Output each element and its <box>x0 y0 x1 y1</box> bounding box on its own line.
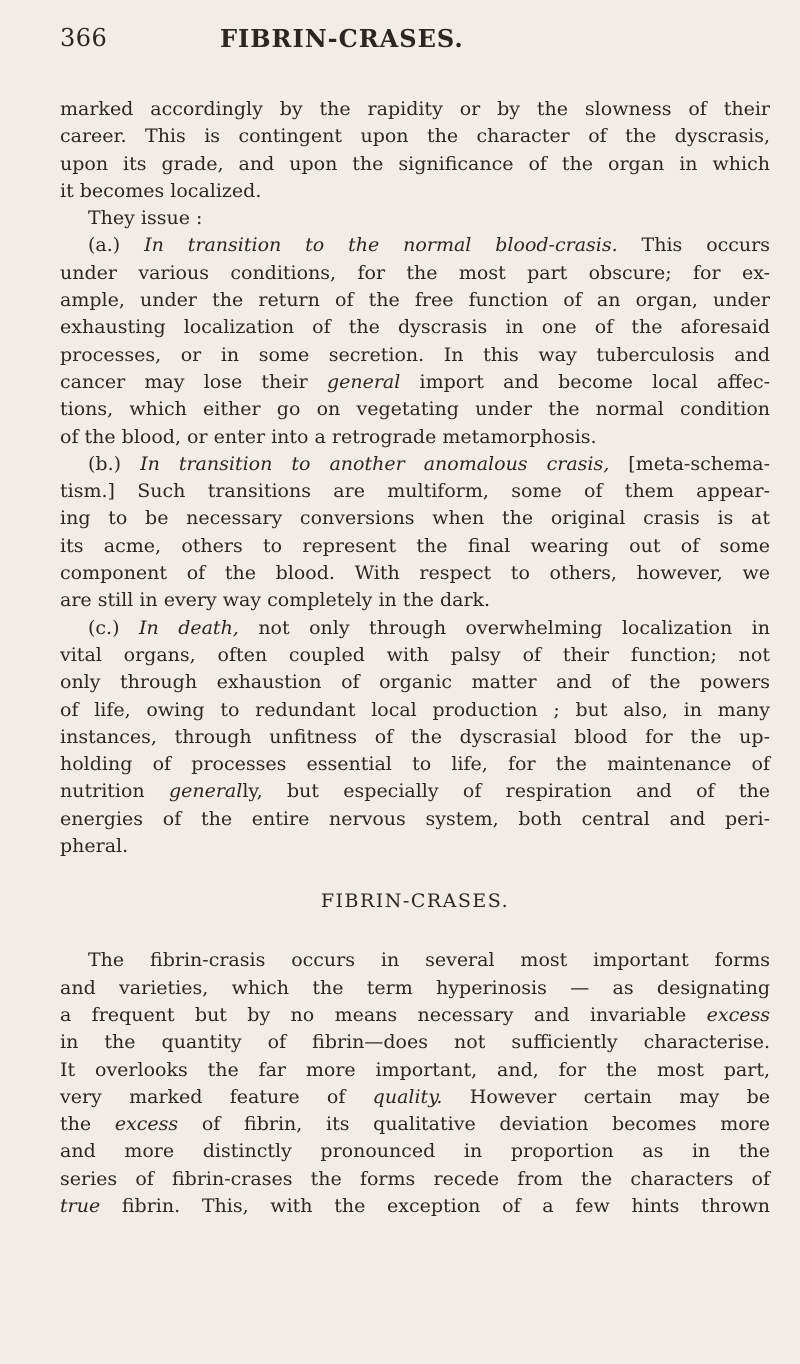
text-line: exhausting localization of the dyscrasis in one of the aforesaid <box>60 316 770 339</box>
text-line: instances, through unfitness of the dyscrasial blood for the up- <box>60 725 770 748</box>
text-line: a frequent but by no means necessary and invariable excess <box>60 1003 770 1026</box>
text-line: true fibrin. This, with the exception of a few hints thrown <box>60 1194 770 1217</box>
text-line: only through exhaustion of organic matter and of the powers <box>60 671 770 694</box>
text-line: It overlooks the far more important, and, for the most part, <box>60 1058 770 1081</box>
text-line: tism.] Such transitions are multiform, some of them appear- <box>60 480 770 503</box>
text-line: The fibrin-crasis occurs in several most important forms <box>88 949 770 972</box>
text-line: career. This is contingent upon the character of the dyscrasis, <box>60 125 770 148</box>
text-line: marked accordingly by the rapidity or by the slowness of their <box>60 98 770 120</box>
text-line: energies of the entire nervous system, both central and peri- <box>60 807 770 830</box>
page-number: 366 <box>60 24 108 52</box>
text-line: (b.) In transition to another anomalous crasis, [meta-schema- <box>88 452 770 475</box>
text-line: series of fibrin-crases the forms recede from the characters of <box>60 1167 770 1190</box>
text-line: very marked feature of quality. However certain may be <box>60 1085 770 1108</box>
text-line: They issue : <box>88 207 203 230</box>
text-line: ample, under the return of the free function of an organ, under <box>60 289 770 312</box>
text-line: of life, owing to redundant local production ; but also, in many <box>60 698 770 721</box>
text-line: vital organs, often coupled with palsy of their function; not <box>60 643 770 666</box>
text-line: under various conditions, for the most part obscure; for ex- <box>60 261 770 284</box>
text-line: of the blood, or enter into a retrograde metamorphosis. <box>60 425 597 448</box>
page-header <box>0 16 800 56</box>
text-line: cancer may lose their general import and become local affec- <box>60 370 771 393</box>
text-line: nutrition generally, but especially of respiration and of the <box>60 780 770 803</box>
text-line: processes, or in some secretion. In this way tuberculosis and <box>60 343 770 366</box>
text-line: ing to be necessary conversions when the original crasis is at <box>60 507 770 530</box>
body-text <box>60 96 770 1220</box>
text-line: (c.) In death, not only through overwhelming localization in <box>88 616 770 639</box>
text-line: in the quantity of fibrin—does not sufficiently characterise. <box>60 1031 770 1054</box>
text-line: and more distinctly pronounced in proportion as in the <box>60 1140 770 1163</box>
text-line: pheral. <box>60 835 129 858</box>
text-line: holding of processes essential to life, for the maintenance of <box>60 753 770 776</box>
text-line: component of the blood. With respect to others, however, we <box>60 562 770 585</box>
text-line: it becomes localized. <box>60 179 262 202</box>
section-heading: FIBRIN-CRASES. <box>320 890 510 913</box>
text-line: are still in every way completely in the dark. <box>60 589 491 612</box>
text-line: upon its grade, and upon the significance of the organ in which <box>60 152 770 175</box>
text-line: its acme, others to represent the final wearing out of some <box>60 534 770 557</box>
text-line: tions, which either go on vegetating under the normal condition <box>60 398 770 421</box>
text-line: and varieties, which the term hyperinosis — as designating <box>60 976 770 999</box>
running-title: FIBRIN-CRASES. <box>220 24 464 53</box>
text-line: the excess of fibrin, its qualitative deviation becomes more <box>60 1113 770 1136</box>
text-line: (a.) In transition to the normal blood-crasis. This occurs <box>88 234 770 257</box>
